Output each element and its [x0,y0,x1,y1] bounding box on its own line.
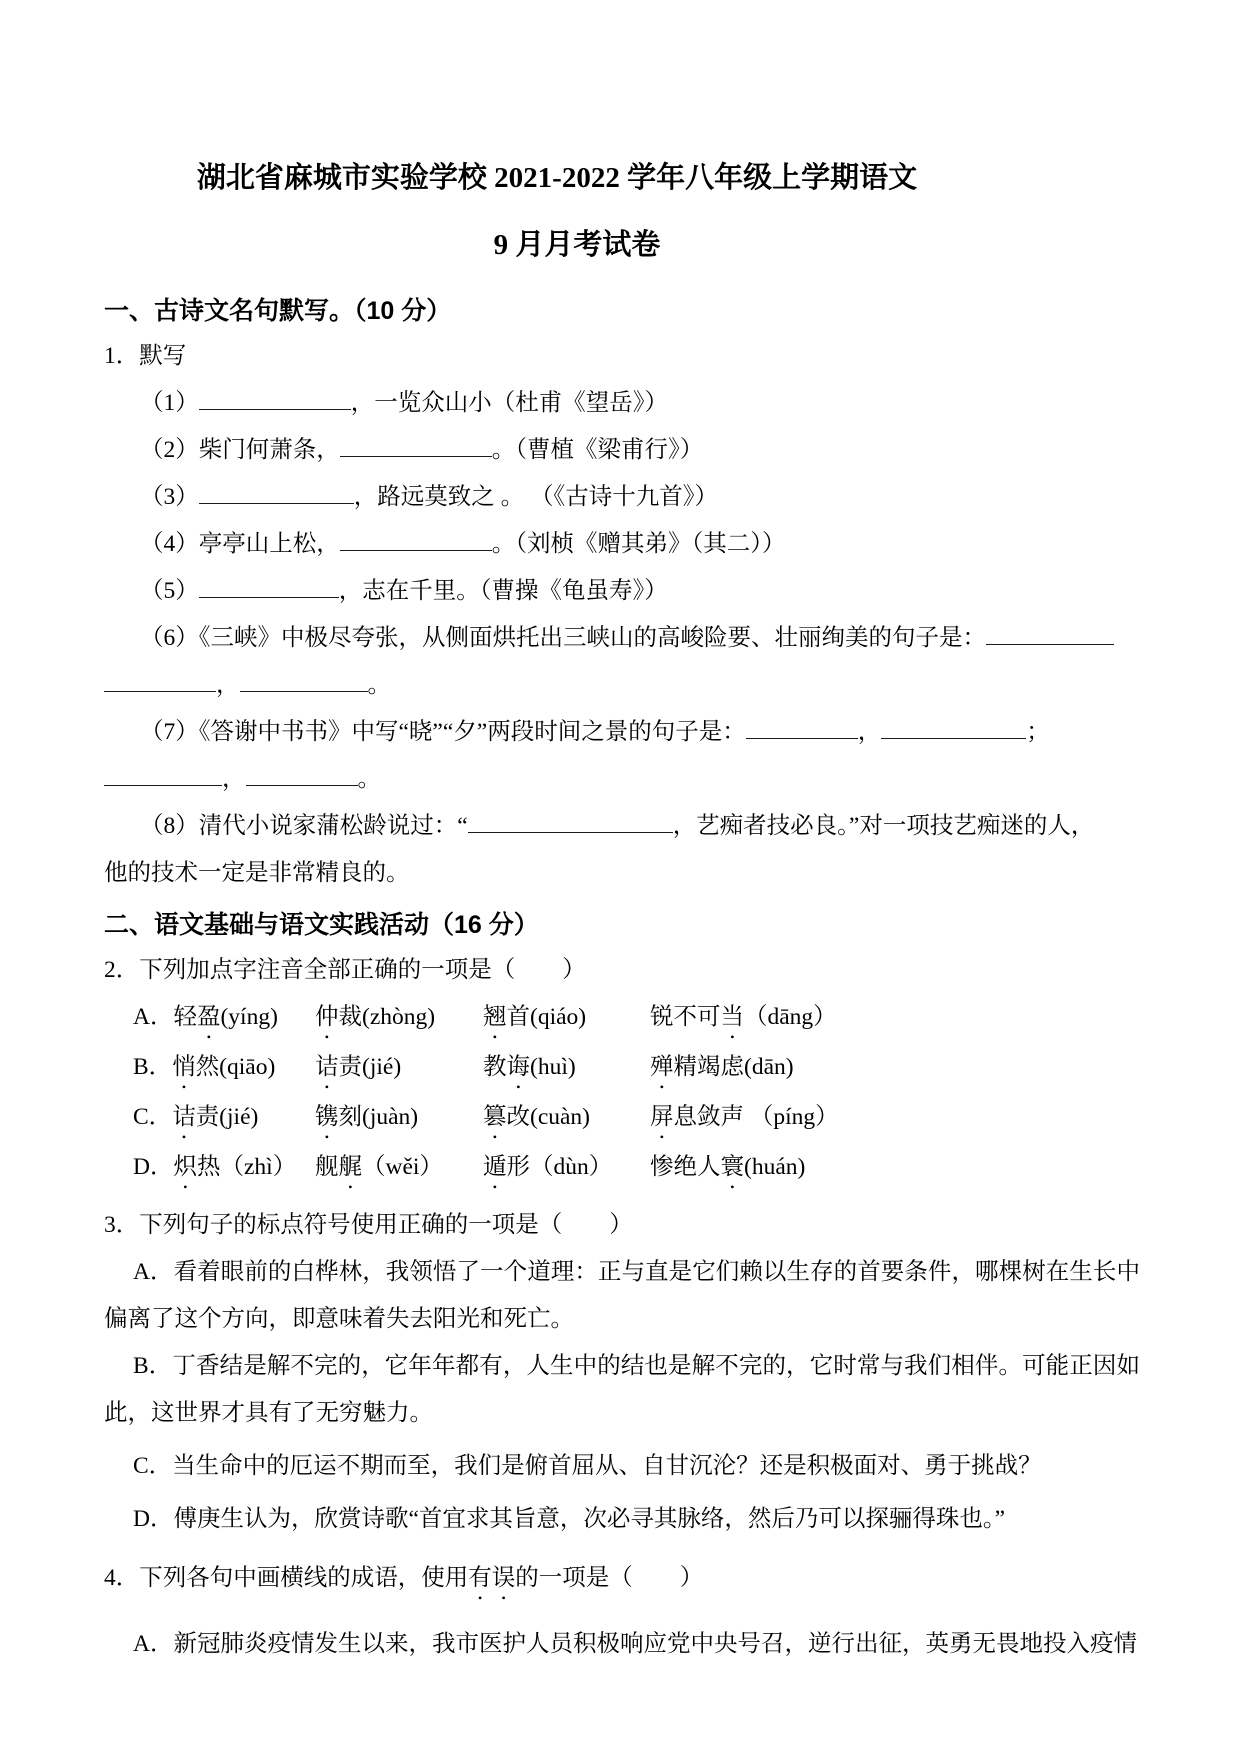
word-text: 轻 [173,1004,197,1030]
item-number: （5） [140,578,199,604]
q1-item-8-line1 [104,803,1140,850]
dotted-char: 殚 [650,1054,674,1080]
item-text: ， [222,766,246,792]
word-pinyin: 形（dùn） [506,1154,613,1180]
doc-subtitle: 9 月月考试卷 [493,229,661,261]
q2-word [133,1094,315,1144]
q2-word [483,994,650,1044]
dotted-char: 炽 [173,1154,197,1180]
word-pinyin: 改(cuàn) [506,1104,591,1130]
option-letter: A． [133,1004,174,1030]
q3-option-d: D．傅庚生认为，欣赏诗歌“首宜求其旨意，次必寻其脉络，然后乃可以探骊得珠也。” [133,1506,1006,1532]
item-number: （3） [140,484,199,510]
option-letter: D． [133,1154,174,1180]
word-pinyin: (huì) [530,1054,576,1080]
q2-word [650,994,1140,1044]
section2-heading: 二、语文基础与语文实践活动（16 分） [104,911,539,939]
dotted-char: 仲 [315,1004,339,1030]
doc-title: 湖北省麻城市实验学校 2021-2022 学年八年级上学期语文 [196,162,918,194]
word-text: 教 [483,1054,507,1080]
dotted-char: 翘 [483,1004,507,1030]
word-pinyin: （wěi） [362,1154,443,1180]
item-text: ， [216,672,240,698]
item-text: ，一览众山小（杜甫《望岳》） [350,390,668,416]
item-text: 《答谢中书书》中写“晓”“夕”两段时间之景的句子是： [198,719,746,745]
word-text: 舰 [315,1154,339,1180]
answer-blank [881,716,1026,740]
q2-word [650,1044,1140,1094]
q3-option-a: A．看着眼前的白桦林，我领悟了一个道理：正与直是它们赖以生存的首要条件，哪棵树在生长中偏离了这个方向，即意味着失去阳光和死亡。 [104,1259,1140,1332]
q1-item-8-line2: 他的技术一定是非常精良的。 [104,860,410,886]
q1-item-5 [104,568,1140,615]
q4-option-a: A．新冠肺炎疫情发生以来，我市医护人员积极响应党中央号召，逆行出征，英勇无畏地投入疫情 [133,1631,1137,1657]
item-text: ； [1026,719,1050,745]
dotted-char: 艉 [338,1154,362,1180]
dotted-word: 有误 [468,1565,516,1591]
word-pinyin: 然(qiāo) [195,1054,276,1080]
q2-stem: 2．下列加点字注音全部正确的一项是（ ） [104,957,586,983]
q2-word [483,1144,650,1194]
answer-blank [104,669,216,693]
dotted-char: 诘 [172,1104,196,1130]
item-number: （4） [140,531,199,557]
word-pinyin: 热（zhì） [196,1154,297,1180]
item-text: 《三峡》中极尽夸张，从侧面烘托出三峡山的高峻险要、壮丽绚美的句子是： [198,625,986,651]
item-number: （6） [140,625,199,651]
q1-item-7-line2 [104,756,1140,803]
q2-word [315,1044,483,1094]
q1-item-2 [104,427,1140,474]
q2-option-row-d [104,1144,1140,1194]
answer-blank [240,669,368,693]
q2-word [133,1044,315,1094]
word-pinyin: 责(jié) [338,1054,402,1080]
answer-blank [340,434,492,458]
answer-blank [246,763,358,787]
answer-blank [199,387,351,411]
exam-content [104,158,1140,1668]
item-number: （7） [140,719,199,745]
word-text: 锐不可 [650,1004,721,1030]
dotted-char: 悄 [172,1054,196,1080]
dotted-char: 篡 [483,1104,507,1130]
item-text: ，艺痴者技必良。”对一项技艺痴迷的人， [672,813,1095,839]
q2-word [650,1094,1140,1144]
item-text: ，路远莫致之 。 （《古诗十九首》） [353,484,718,510]
dotted-char: 诲 [506,1054,530,1080]
answer-blank [340,528,492,552]
item-text: 。（曹植《梁甫行》） [491,437,704,463]
item-text: ， [857,719,882,745]
word-pinyin: 责(jié) [195,1104,259,1130]
q2-word [133,994,315,1044]
item-text: 。（刘桢《赠其弟》（其二）） [491,531,786,557]
dotted-char: 屏 [650,1104,674,1130]
answer-blank [199,575,339,599]
q2-word [315,1144,483,1194]
q2-word [133,1144,315,1194]
answer-blank [199,481,354,505]
item-number: （2） [140,437,199,463]
word-pinyin: （dāng） [744,1004,837,1030]
q2-word [315,1094,483,1144]
item-text: ，志在千里。（曹操《龟虽寿》） [338,578,668,604]
item-text: 清代小说家蒲松龄说过：“ [198,813,468,839]
dotted-char: 当 [720,1004,744,1030]
word-pinyin: 首(qiáo) [506,1004,587,1030]
q1-item-1 [104,380,1140,427]
q1-item-3 [104,474,1140,521]
option-letter: C． [133,1104,173,1130]
dotted-char: 盈 [196,1004,221,1030]
q3-stem: 3．下列句子的标点符号使用正确的一项是（ ） [104,1212,633,1238]
word-pinyin: (huán) [744,1154,806,1180]
item-number: （8） [140,813,199,839]
option-letter: B． [133,1054,173,1080]
answer-blank [468,810,673,834]
q4-stem [104,1555,1140,1605]
dotted-char: 寰 [720,1154,744,1180]
q2-option-row-b [104,1044,1140,1094]
section1-heading: 一、古诗文名句默写。（10 分） [104,297,452,325]
item-text: 。 [367,672,391,698]
q2-word [315,994,483,1044]
stem-text: 的一项是（ ） [515,1565,704,1591]
answer-blank [986,622,1114,646]
answer-blank [746,716,858,740]
stem-text: 4．下列各句中画横线的成语，使用 [104,1565,469,1591]
answer-blank [104,763,222,787]
word-pinyin: 息敛声 （píng） [673,1104,839,1130]
q2-word [483,1094,650,1144]
item-text: 。 [357,766,381,792]
item-number: （1） [140,390,199,416]
word-text: 惨绝人 [650,1154,721,1180]
q2-word [483,1044,650,1094]
word-pinyin: 精竭虑(dān) [673,1054,794,1080]
q1-item-6-line1 [104,615,1140,662]
word-pinyin: 刻(juàn) [338,1104,419,1130]
q1-item-4 [104,521,1140,568]
q3-option-b: B．丁香结是解不完的，它年年都有，人生中的结也是解不完的，它时常与我们相伴。可能正因如此，这世界才具有了无穷魅力。 [104,1353,1140,1426]
q2-option-row-a [104,994,1140,1044]
dotted-char: 遁 [483,1154,507,1180]
q2-option-row-c [104,1094,1140,1144]
item-text: 亭亭山上松， [198,531,340,557]
q1-label: 1．默写 [104,343,187,369]
word-pinyin: 裁(zhòng) [338,1004,436,1030]
dotted-char: 镌 [315,1104,339,1130]
dotted-char: 诘 [315,1054,339,1080]
q3-option-c: C．当生命中的厄运不期而至，我们是俯首屈从、自甘沉沦？还是积极面对、勇于挑战？ [133,1453,1042,1479]
q1-item-7-line1 [104,709,1140,756]
word-pinyin: (yíng) [220,1004,278,1030]
item-text: 柴门何萧条， [198,437,340,463]
q2-word [650,1144,1140,1194]
q1-item-6-line2 [104,662,1140,709]
